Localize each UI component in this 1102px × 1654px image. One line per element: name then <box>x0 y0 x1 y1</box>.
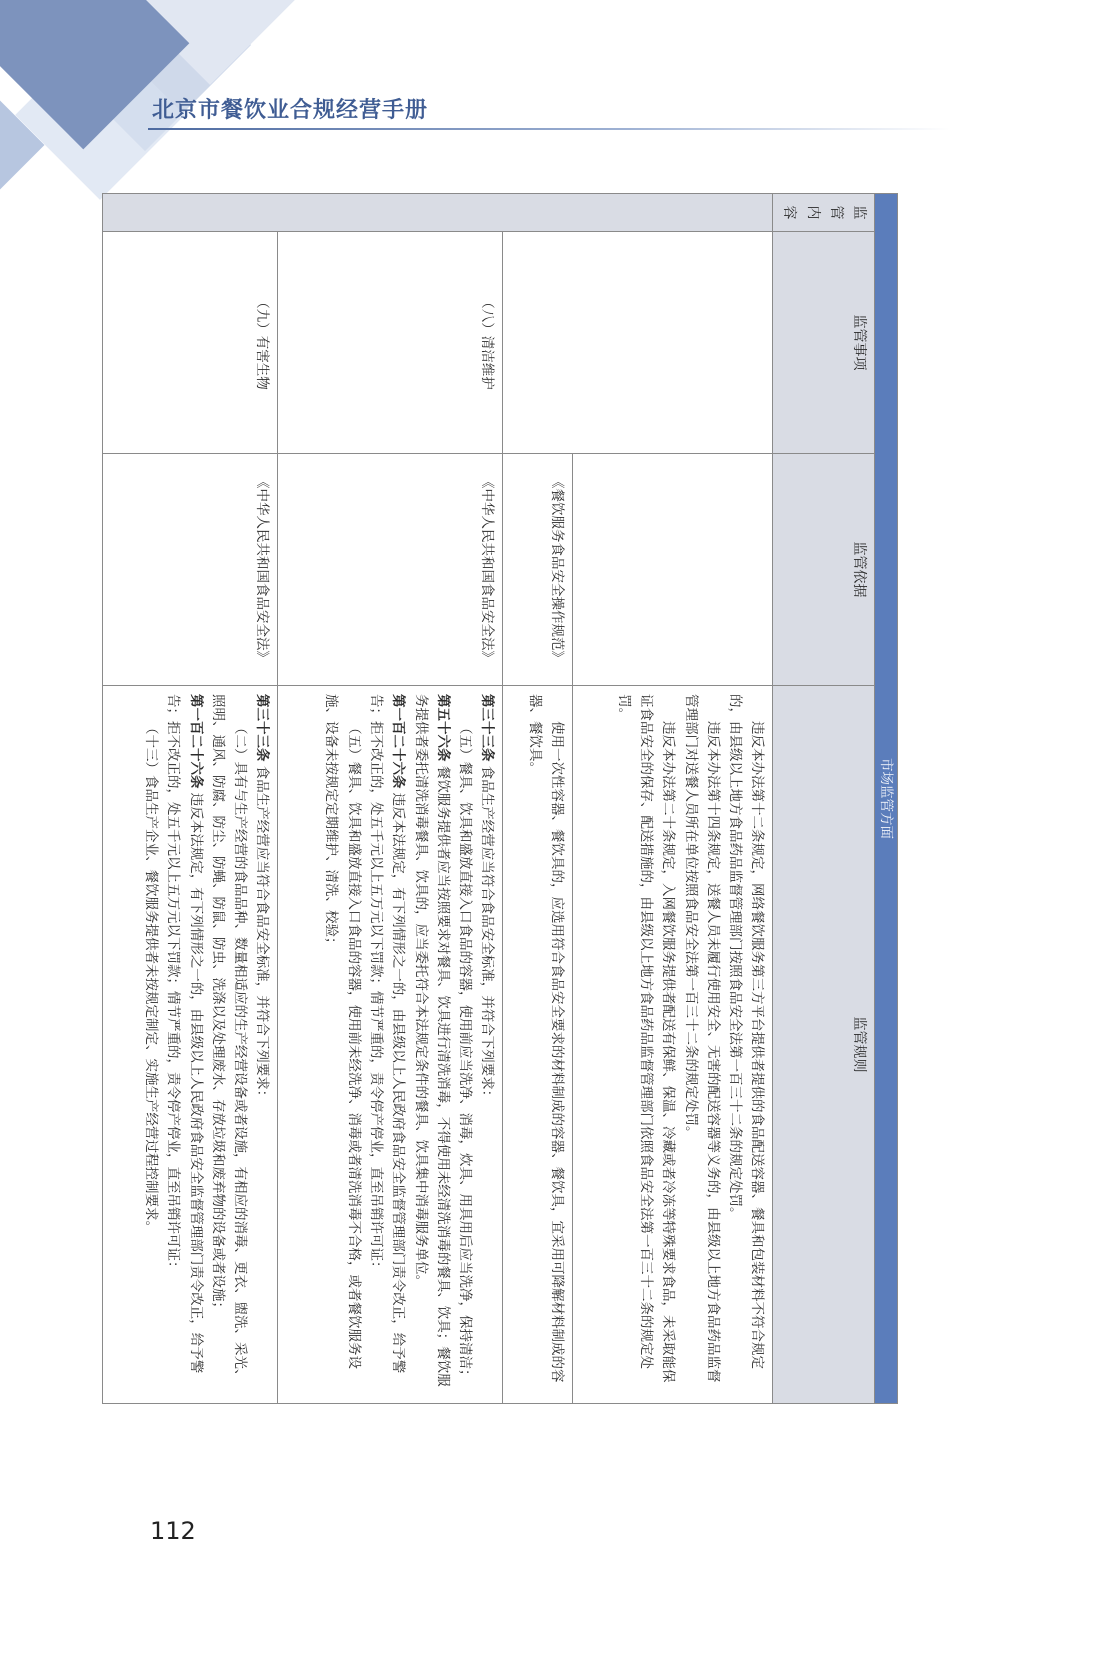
rule-paragraph: 第五十六条 餐饮服务提供者应当按照要求对餐具、饮具进行清洗消毒，不得使用未经清洗消毒的餐具、饮具；餐饮服务提供者委托清洗消毒餐具、饮具的，应当委托符合本法规定条件的餐具、饮具集中消毒服务单位。 <box>412 694 451 1387</box>
band-label: 市场监管方面 <box>874 194 897 1404</box>
page-number: 112 <box>150 1517 196 1545</box>
rule-cell <box>503 686 573 1404</box>
rule-paragraph: （十三）食品生产企业、餐饮服务提供者未按规定制定、实施生产经营过程控制要求。 <box>143 721 160 1234</box>
rule-paragraph: （五）餐具、饮具和盛放直接入口食品的容器，使用前应当洗净、消毒，炊具、用具用后应当洗净，保持清洁； <box>457 721 474 1383</box>
item-cell: （八）清洁维护 <box>278 232 503 454</box>
rule-paragraph: 违反本办法第十二条规定，网络餐饮服务第三方平台提供者提供的食品配送容器、餐具和包装材料不符合规定的，由县级以上地方食品药品监督管理部门按照食品安全法第一百三十二条的规定处罚。 <box>727 694 766 1369</box>
basis-cell <box>573 454 773 686</box>
running-header-title: 北京市餐饮业合规经营手册 <box>152 98 429 123</box>
rule-paragraph: 第一百二十六条 违反本法规定，有下列情形之一的，由县级以上人民政府食品安全监督管理部门责令改正，给予警告；拒不改正的，处五千元以上五万元以下罚款；情节严重的，责令停产停业，直至吊销许可证： <box>368 694 407 1374</box>
table-row <box>278 194 503 1404</box>
item-cell <box>503 232 773 454</box>
rule-paragraph: 第一百二十六条 违反本法规定，有下列情形之一的，由县级以上人民政府食品安全监督管理部门责令改正，给予警告；拒不改正的，处五千元以上五万元以下罚款；情节严重的，责令停产停业，直至吊销许可证： <box>165 694 204 1374</box>
basis-cell: 《餐饮服务食品安全操作规范》 <box>503 454 573 686</box>
item-cell: （九）有害生物 <box>103 232 278 454</box>
rule-cell <box>573 686 773 1404</box>
regulation-table <box>102 193 898 1404</box>
header-rule <box>148 128 950 130</box>
rule-cell <box>278 686 503 1404</box>
header-content: 监管内容 <box>773 194 874 232</box>
basis-cell: 《中华人民共和国食品安全法》 <box>103 454 278 686</box>
rule-paragraph: 第三十三条 食品生产经营应当符合食品安全标准，并符合下列要求： <box>479 694 496 1104</box>
rotated-table <box>143 193 898 1403</box>
rule-paragraph: 违反本办法第十四条规定，送餐人员未履行使用安全、无害的配送容器等义务的，由县级以上地方食品药品监督管理部门对送餐人员所在单位按照食品安全法第一百三十二条的规定处罚。 <box>682 694 721 1383</box>
rule-cell <box>103 686 278 1404</box>
rule-paragraph: 第三十三条 食品生产经营应当符合食品安全标准，并符合下列要求： <box>254 694 271 1104</box>
table-band-row <box>874 194 897 1404</box>
header-basis: 监管依据 <box>773 454 874 686</box>
content-cell <box>103 194 773 232</box>
rotated-table-frame <box>143 193 898 1403</box>
rule-paragraph: （二）具有与生产经营的食品品种、数量相适应的生产经营设备或者设施，有相应的消毒、更衣、盥洗、采光、照明、通风、防腐、防尘、防蝇、防鼠、防虫、洗涤以及处理废水、存放垃圾和废弃物的设备或者设施； <box>209 694 249 1383</box>
header-item: 监管事项 <box>773 232 874 454</box>
table-row <box>573 194 773 1404</box>
rule-paragraph: （五）餐具、饮具和盛放直接入口食品的容器，使用前未经洗净、消毒或者清洗消毒不合格，或者餐饮服务设施、设备未按规定定期维护、清洗、校验； <box>323 694 362 1369</box>
table-row <box>103 194 278 1404</box>
basis-cell: 《中华人民共和国食品安全法》 <box>278 454 503 686</box>
rule-paragraph: 使用一次性容器、餐饮具的，应选用符合食品安全要求的材料制成的容器、餐饮具，宜采用可降解材料制成的容器、餐饮具。 <box>527 694 566 1383</box>
header-rules: 监管规则 <box>773 686 874 1404</box>
column-header-row <box>773 194 874 1404</box>
rule-paragraph: 违反本办法第二十条规定，入网餐饮服务提供者配送有保鲜、保温、冷藏或者冷冻等特殊要求食品，未采取能保证食品安全的保存、配送措施的，由县级以上地方食品药品监督管理部门依照食品安全法第一百三十二条的规定处罚。 <box>615 694 677 1383</box>
